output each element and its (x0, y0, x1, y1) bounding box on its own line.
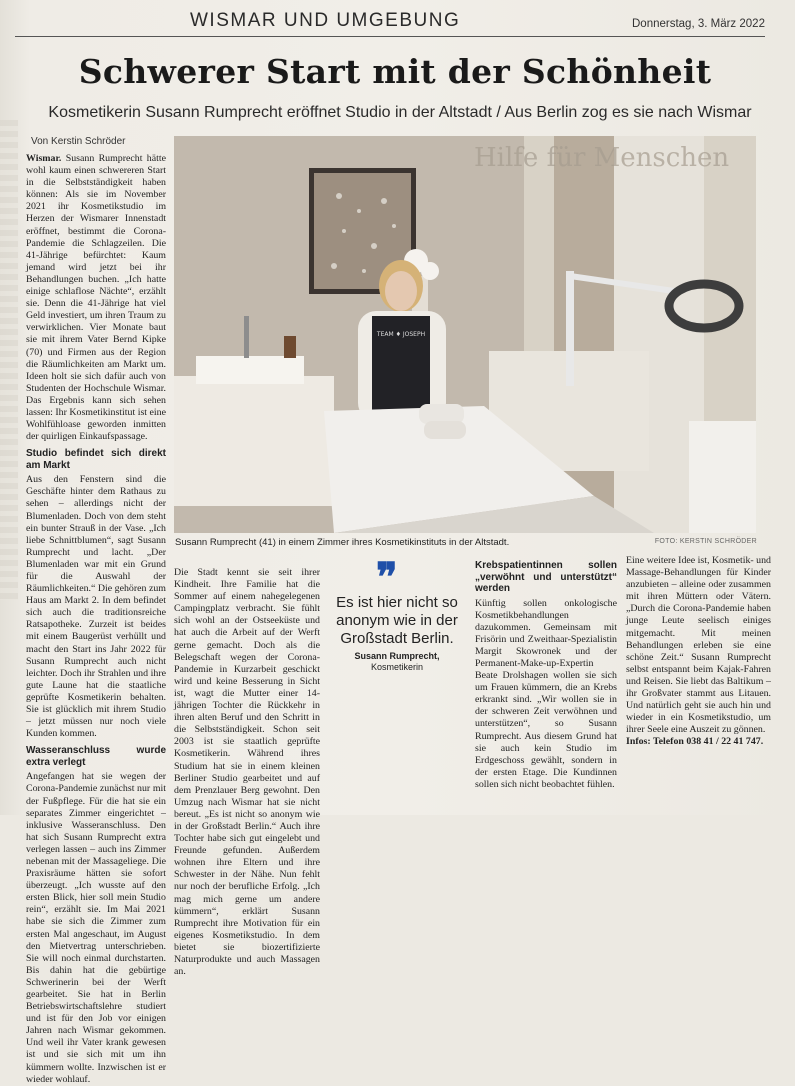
info-line: Infos: Telefon 038 41 / 22 41 747. (626, 736, 764, 748)
paragraph-3: Angefangen hat sie wegen der Corona-Pandemie zunächst nur mit der Fußpflege. Für die hat sie ein separates Zimmer eingerichtet – inklusive Wasseranschluss. Den hat sich Susann Rumprecht extra verlegen lassen – auch ins Zimmer nebenan mit der Massageliege. Die Praxisräume hätten sie sofort überzeugt. „Ich wusste auf den ersten Blick, hier soll mein Studio rein“, erzählt sie. Im Mai 2021 habe sie sich die Zimmer zum ersten Mal angeschaut, im August den Mietvertrag unterschrieben. Sie will noch einmal durchstarten. Bis dahin hat die gebürtige Schwerinerin bei der Werft gearbeitet. Sie hat in Berlin Betriebswirtschaftslehre studiert und ist für den Job vor einigen Jahren nach Wismar gekommen. Und weil ihr Vater krank gewesen ist und sie sich mit um ihn kümmern wollte. Inzwischen ist er wieder wohlauf. (26, 771, 166, 1085)
svg-text:Hilfe für Menschen: Hilfe für Menschen (474, 143, 730, 173)
byline: Von Kerstin Schröder (31, 136, 126, 147)
subheading-krebs: Krebspatientinnen sollen „verwöhnt und unterstützt“ werden (475, 560, 617, 594)
adjacent-page-edge (0, 120, 18, 600)
paragraph-4: Die Stadt kennt sie seit ihrer Kindheit. Ihre Familie hat die Sommer auf einem nahegelegenen Campingplatz verbracht. Sie fühlt sich wohl an der Ostseeküste und hat auch die Arbeit auf der Werft gerne gemacht. Doch als die Belegschaft wegen der Corona-Pandemie in Kurzarbeit geschickt wird und keine Besserung in Sicht ist, wagt die Mutter einer 14-jährigen Tochter die Rückkehr in ihren alten Beruf und den Schritt in die Selbstständigkeit. Schon seit 2003 ist sie staatlich geprüfte Kosmetikerin. Während ihres Studium hat sie in einem kleinen Berliner Studio gearbeitet und auf dem Prenzlauer Berg gewohnt. Den Umzug nach Wismar hat sie nicht bereut. „Es ist nicht so anonym wie in der Großstadt Berlin.“ Auch ihre Tochter habe sich gut eingelebt und Freunde gefunden. Außerdem wohnen ihre Eltern und ihre Schwester in der Nähe. Nun fehlt nur noch der berufliche Erfolg. „Ich mag mich gerne um andere kümmern“, erklärt Susann Rumprecht ihre Motivation für ein eigenes Kosmetikstudio. In dem bietet sie biozertifizierte Naturprodukte und auch Massagen an. (174, 567, 320, 978)
paragraph-6: Eine weitere Idee ist, Kosmetik- und Massage-Behandlungen für Kinder anzubieten – alleine oder zusammen mit ihren Müttern oder Vätern. „Durch die Corona-Pandemie haben junge Leute seelisch einiges mitgemacht. Mit meinen Behandlungen erleben sie eine schöne Zeit.“ Susann Rumprecht selbst entspannt beim Kajak-Fahren und Reisen. Sie liebt das Baltikum – ihr Großvater stammt aus Litauen. Und natürlich geht sie auch hin und wieder in ein Kosmetikstudio, um ihrer Seele eine Auszeit zu gönnen. (626, 555, 771, 736)
subheading-wasser: Wasseranschluss wurde extra verlegt (26, 745, 166, 768)
dateline-place: Wismar. (26, 153, 62, 164)
issue-date: Donnerstag, 3. März 2022 (632, 18, 765, 30)
photo-caption: Susann Rumprecht (41) in einem Zimmer ihres Kosmetikinstituts in der Altstadt. (175, 537, 510, 548)
header-rule (15, 36, 765, 37)
article-column-1 (26, 153, 167, 1085)
paragraph-5: Künftig sollen onkologische Kosmetikbehandlungen dazukommen. Gemeinsam mit Frisörin und Zweithaar-Spezialistin Margit Skowronek und der Permanent-Make-up-Expertin Beate Drolshagen wollen sie sich um Frauen kümmern, die an Krebs erkrankt sind. „Wir wollen sie in der schweren Zeit verwöhnen und unterstützen“, so Susann Rumprecht. Aus diesem Grund hat sie auch kein Studio im Erdgeschoss gewählt, sondern in der ersten Etage. Die Kundinnen sollen sich nicht beobachtet fühlen. (475, 597, 617, 790)
apron-logo: TEAM ♦ JOSEPH (376, 331, 426, 338)
photo-caption-area (175, 537, 757, 548)
paragraph-1: Susann Rumprecht hätte wohl kaum einen schwereren Start in die Selbstständigkeit haben können: Als sie im November 2021 ihr Kosmetikstudio im Herzen der Wismarer Innenstadt eröffnet, bestimmt die Corona-Pandemie die Schlagzeilen. Die 41-Jährige befürchtet: Kaum jemand wird jetzt bei ihr Behandlungen buchen. „Ich hatte einige schlaflose Nächte“, erzählt sie. Denn die 41-Jährige hat viel Geld investiert, um ihren Traum zu verwirklichen. Vier Monate baut sie mit ihrem Vater Bernd Kipke (70) und Firmen aus der Region die Räumlichkeiten am Markt um. Ideen holt sie sich dafür auch von Studenten der Hochschule Wismar. Das Ergebnis kann sich sehen lassen: Ihr Kosmetikinstitut ist eine Wohlfühloase geworden inmitten der quirligen Einkaufspassage. (26, 153, 167, 443)
photo-credit: FOTO: KERSTIN SCHRÖDER (654, 538, 757, 545)
pull-quote: Es ist hier nicht so anonym wie in der Großstadt Berlin. (336, 594, 458, 647)
article-column-4 (475, 555, 617, 805)
quote-role: Kosmetikerin (370, 662, 424, 672)
paragraph-2: Aus den Fenstern sind die Geschäfte hinter dem Rathaus zu sehen – allerdings nicht der Blumenladen. Doch von dem steht ein bunter Strauß in der Vase. „Ich liebe Schnittblumen“, sagt Susann Rumprecht und lacht. „Der Blumenladen war mit ein Grund für die Auswahl der Räumlichkeiten.“ Die gehören zum Haus am Markt 2. In dem befindet sich auch die traditionsreiche Ratsapotheke. Zurzeit ist beides mit einem Baugerüst verhüllt und macht den Start ins Jahr 2022 für Susann Rumprecht auch nicht leichter. Doch ihr Strahlen und ihre gute Laune hat die staatliche geprüfte Kosmetikerin behalten. Sie ist glücklich mit ihrem Studio – jetzt müssen nur noch viele Kunden kommen. (26, 474, 166, 740)
quote-attribution (322, 651, 472, 673)
article-photo (174, 136, 756, 533)
subheading-studio: Studio befindet sich direkt am Markt (26, 448, 166, 471)
subheadline: Kosmetikerin Susann Rumprecht eröffnet Studio in der Altstadt / Aus Berlin zog es sie nach Wismar (48, 104, 752, 121)
article-column-5 (626, 555, 771, 805)
quote-name: Susann Rumprecht, (354, 651, 440, 661)
headline: Schwerer Start mit der Schönheit (78, 52, 712, 91)
quote-mark-icon: ❞ (376, 554, 398, 601)
article-column-2 (174, 567, 320, 978)
photo-illustration (174, 136, 756, 533)
section-title: WISMAR UND UMGEBUNG (190, 10, 461, 31)
